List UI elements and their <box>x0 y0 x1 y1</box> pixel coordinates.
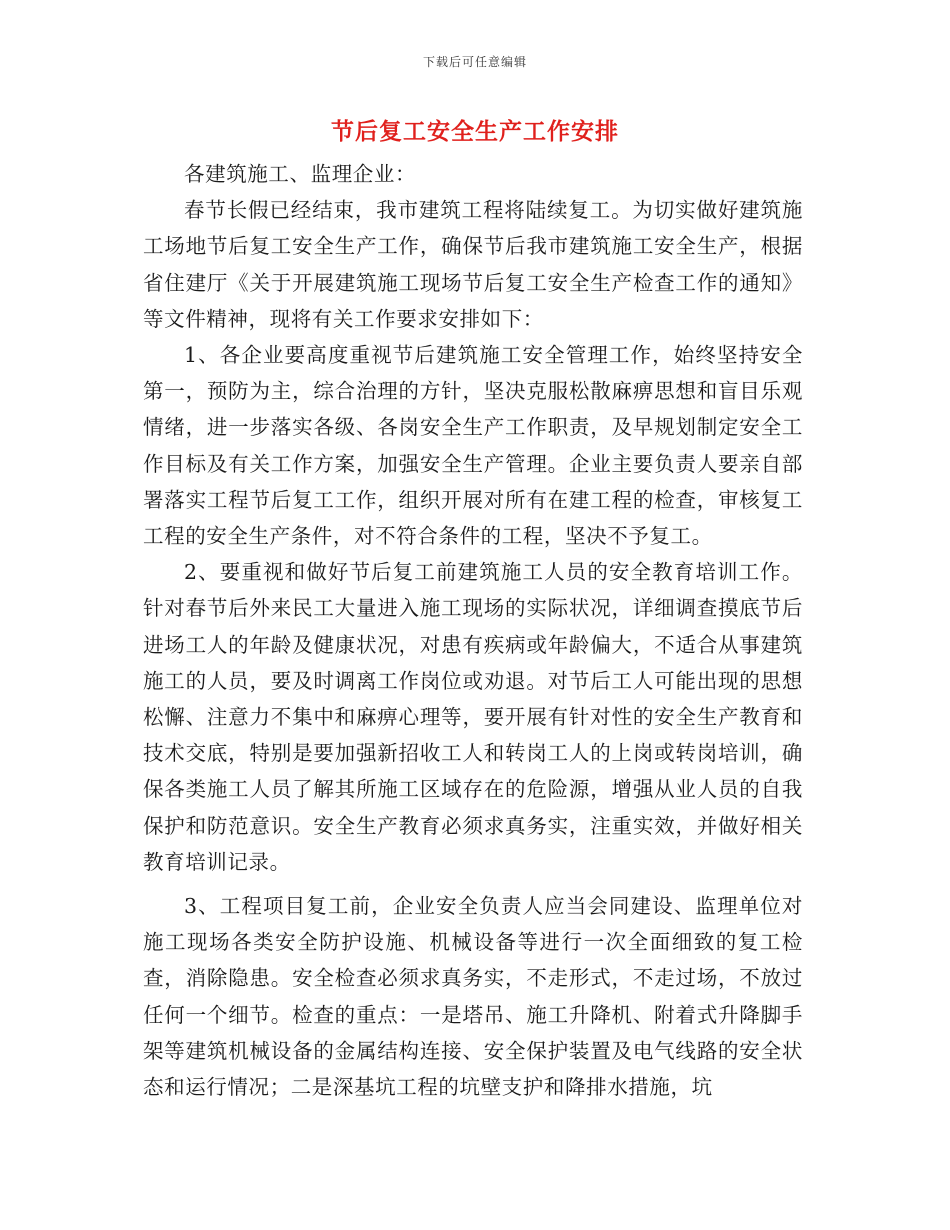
document-title: 节后复工安全生产工作安排 <box>331 118 619 145</box>
paragraph-item-1: 1、各企业要高度重视节后建筑施工安全管理工作，始终坚持安全第一，预防为主，综合治理的方针，坚决克服松散麻痹思想和盲目乐观情绪，进一步落实各级、各岗安全生产工作职责，及早规划制定安全工作目标及有关工作方案，加强安全生产管理。企业主要负责人要亲自部署落实工程节后复工工作，组织开展对所有在建工程的检查，审核复工工程的安全生产条件，对不符合条件的工程，坚决不予复工。 <box>143 343 803 549</box>
header-note: 下载后可任意编辑 <box>422 55 527 69</box>
salutation: 各建筑施工、监理企业： <box>184 162 417 186</box>
document-body <box>143 156 803 1105</box>
paragraph-item-3: 3、工程项目复工前，企业安全负责人应当会同建设、监理单位对施工现场各类安全防护设施、机械设备等进行一次全面细致的复工检查，消除隐患。安全检查必须求真务实，不走形式，不走过场，不放过任何一个细节。检查的重点：一是塔吊、施工升降机、附着式升降脚手架等建筑机械设备的金属结构连接、安全保护装置及电气线路的安全状态和运行情况；二是深基坑工程的坑壁支护和降排水措施，坑 <box>143 894 803 1100</box>
paragraph-intro: 春节长假已经结束，我市建筑工程将陆续复工。为切实做好建筑施工场地节后复工安全生产工作，确保节后我市建筑施工安全生产，根据省住建厅《关于开展建筑施工现场节后复工安全生产检查工作的通知》等文件精神，现将有关工作要求安排如下： <box>143 198 803 331</box>
paragraph-item-2: 2、要重视和做好节后复工前建筑施工人员的安全教育培训工作。针对春节后外来民工大量进入施工现场的实际状况，详细调查摸底节后进场工人的年龄及健康状况，对患有疾病或年龄偏大，不适合从事建筑施工的人员，要及时调离工作岗位或劝退。对节后工人可能出现的思想松懈、注意力不集中和麻痹心理等，要开展有针对性的安全生产教育和技术交底，特别是要加强新招收工人和转岗工人的上岗或转岗培训，确保各类施工人员了解其所施工区域存在的危险源，增强从业人员的自我保护和防范意识。安全生产教育必须求真务实，注重实效，并做好相关教育培训记录。 <box>143 560 803 874</box>
